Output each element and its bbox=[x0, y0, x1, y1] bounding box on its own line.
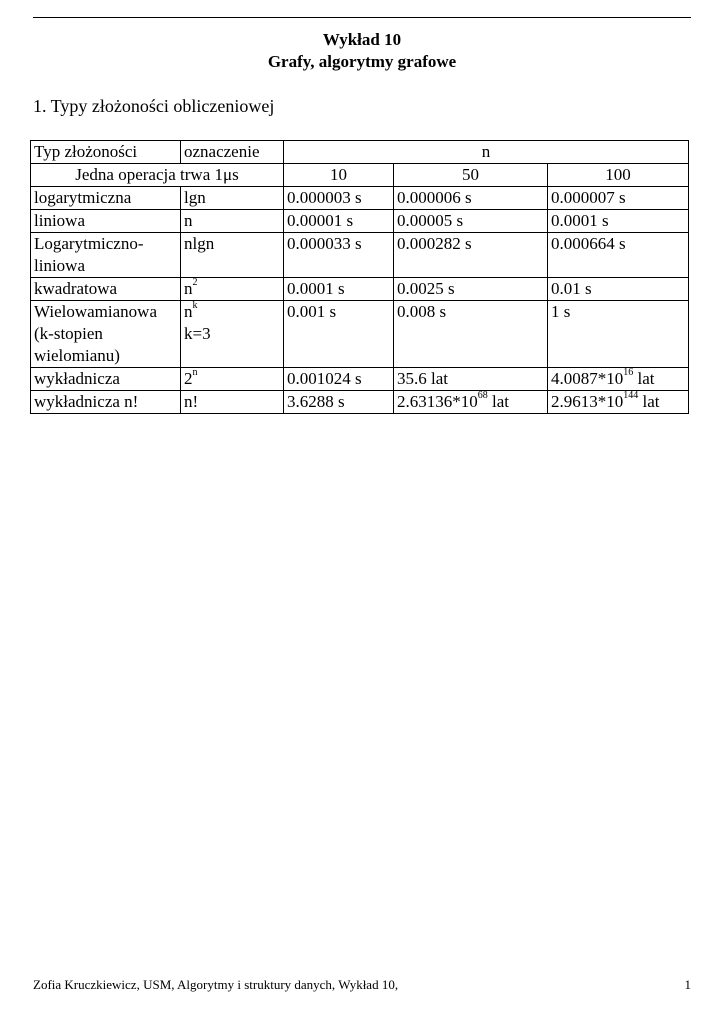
top-rule bbox=[33, 17, 691, 18]
cell-notation bbox=[181, 278, 284, 301]
notation-note: k=3 bbox=[184, 324, 211, 343]
table-row bbox=[31, 278, 689, 301]
value-unit: lat bbox=[633, 369, 655, 388]
header-n: n bbox=[284, 141, 689, 164]
notation-base: n bbox=[184, 302, 193, 321]
value-unit: lat bbox=[487, 392, 509, 411]
cell-v50: 0.0025 s bbox=[394, 278, 548, 301]
value-base: 2.63136*10 bbox=[397, 392, 478, 411]
header-n50: 50 bbox=[394, 164, 548, 187]
cell-type: wykładnicza bbox=[31, 368, 181, 391]
cell-notation: n bbox=[181, 210, 284, 233]
cell-type-line: Wielowamianowa bbox=[34, 302, 157, 321]
notation-base: n bbox=[184, 279, 193, 298]
value-exponent: 68 bbox=[477, 390, 488, 402]
cell-v100 bbox=[548, 368, 689, 391]
cell-v10: 0.00001 s bbox=[284, 210, 394, 233]
table-row bbox=[31, 391, 689, 414]
cell-v100: 0.0001 s bbox=[548, 210, 689, 233]
cell-v100: 0.01 s bbox=[548, 278, 689, 301]
cell-v10: 3.6288 s bbox=[284, 391, 394, 414]
cell-v50 bbox=[394, 391, 548, 414]
cell-notation bbox=[181, 301, 284, 368]
value-exponent: 16 bbox=[623, 367, 634, 379]
cell-type-line: wielomianu) bbox=[34, 346, 120, 365]
cell-type-line: (k-stopien bbox=[34, 324, 103, 343]
cell-v100: 0.000007 s bbox=[548, 187, 689, 210]
cell-v50: 0.008 s bbox=[394, 301, 548, 368]
cell-v100: 1 s bbox=[548, 301, 689, 368]
lecture-subtitle: Grafy, algorytmy grafowe bbox=[267, 52, 457, 71]
cell-v10: 0.0001 s bbox=[284, 278, 394, 301]
value-exponent: 144 bbox=[623, 390, 639, 402]
cell-v10: 0.000033 s bbox=[284, 233, 394, 278]
cell-type: wykładnicza n! bbox=[31, 391, 181, 414]
cell-v100 bbox=[548, 391, 689, 414]
lecture-title: Wykład 10 bbox=[322, 30, 402, 49]
notation-exponent: k bbox=[192, 300, 198, 312]
cell-type: logarytmiczna bbox=[31, 187, 181, 210]
table-row bbox=[31, 187, 689, 210]
table-row bbox=[31, 301, 689, 368]
notation-base: 2 bbox=[184, 369, 193, 388]
header-n10: 10 bbox=[284, 164, 394, 187]
cell-v50: 35.6 lat bbox=[394, 368, 548, 391]
table-row bbox=[31, 210, 689, 233]
cell-v100: 0.000664 s bbox=[548, 233, 689, 278]
footer-text: Zofia Kruczkiewicz, USM, Algorytmy i struktury danych, Wykład 10, bbox=[33, 977, 399, 992]
complexity-table bbox=[30, 140, 689, 414]
cell-type bbox=[31, 301, 181, 368]
cell-type: liniowa bbox=[31, 210, 181, 233]
table-subheader-row bbox=[31, 164, 689, 187]
notation-exponent: 2 bbox=[192, 277, 198, 289]
cell-v10: 0.001 s bbox=[284, 301, 394, 368]
value-base: 4.0087*10 bbox=[551, 369, 624, 388]
cell-notation: lgn bbox=[181, 187, 284, 210]
notation-exponent: n bbox=[192, 367, 198, 379]
value-base: 2.9613*10 bbox=[551, 392, 624, 411]
cell-v50: 0.00005 s bbox=[394, 210, 548, 233]
header-n100: 100 bbox=[548, 164, 689, 187]
header-operation: Jedna operacja trwa 1μs bbox=[31, 164, 284, 187]
cell-v10: 0.001024 s bbox=[284, 368, 394, 391]
table-row bbox=[31, 368, 689, 391]
cell-type-line: Logarytmiczno- bbox=[34, 234, 144, 253]
table-row bbox=[31, 233, 689, 278]
header-type: Typ złożoności bbox=[31, 141, 181, 164]
cell-notation: n! bbox=[181, 391, 284, 414]
cell-notation: nlgn bbox=[181, 233, 284, 278]
cell-v10: 0.000003 s bbox=[284, 187, 394, 210]
section-heading: 1. Typy złożoności obliczeniowej bbox=[33, 96, 275, 116]
value-unit: lat bbox=[638, 392, 660, 411]
cell-type-line: liniowa bbox=[34, 256, 85, 275]
cell-v50: 0.000282 s bbox=[394, 233, 548, 278]
cell-type bbox=[31, 233, 181, 278]
cell-notation bbox=[181, 368, 284, 391]
cell-v50: 0.000006 s bbox=[394, 187, 548, 210]
cell-type: kwadratowa bbox=[31, 278, 181, 301]
table-header-row bbox=[31, 141, 689, 164]
header-notation: oznaczenie bbox=[181, 141, 284, 164]
page-number: 1 bbox=[684, 977, 691, 992]
